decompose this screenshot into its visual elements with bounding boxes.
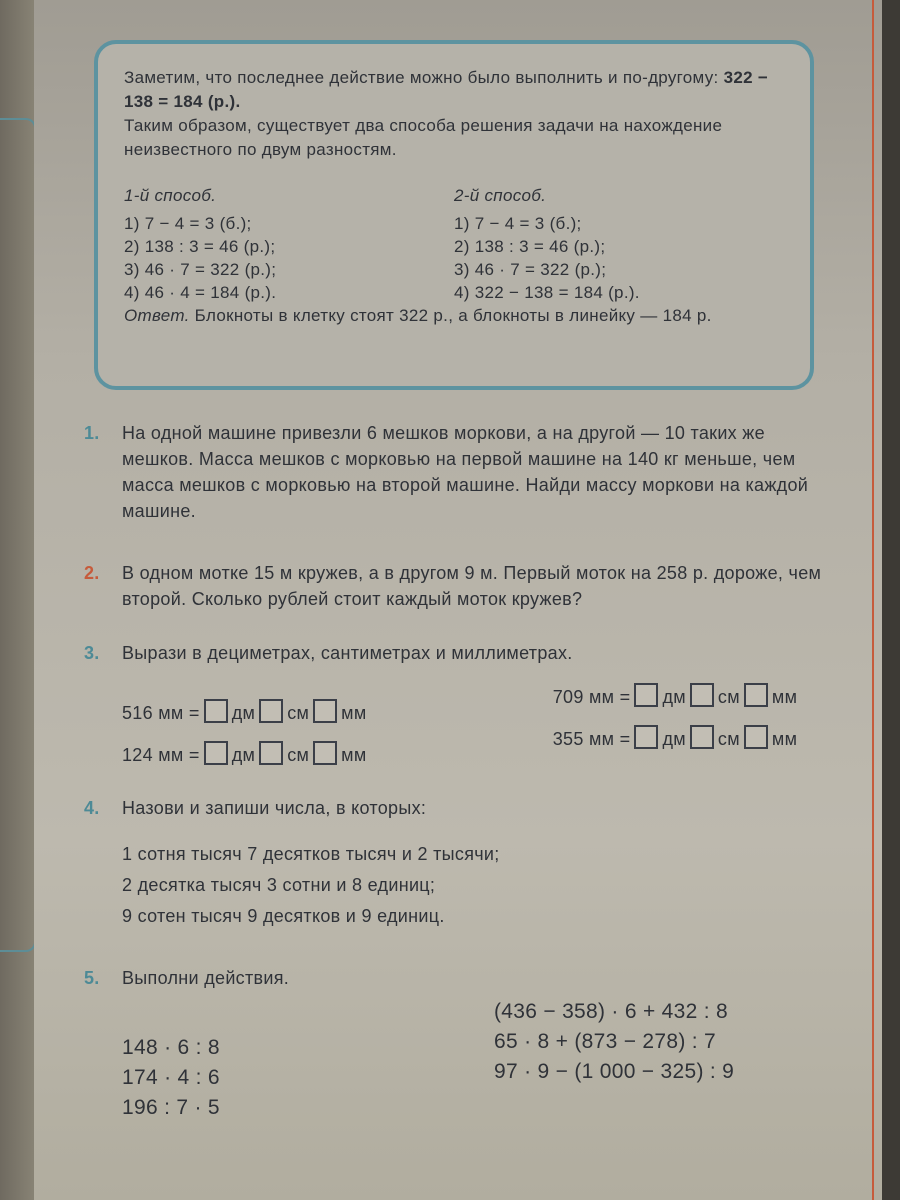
theory-formula: 322 − 138 = 184 (р.). xyxy=(124,68,769,111)
method-2-step: 2) 138 : 3 = 46 (р.); xyxy=(454,237,606,256)
task-text: На одной машине привезли 6 мешков моркови, а на другой — 10 таких же мешков. Масса мешков с морковью на первой машине на 140 кг меньше, чем масса мешков с морковью на второй машине. Найди массу моркови на каждой машине. xyxy=(122,423,809,521)
theory-answer: Ответ. Блокноты в клетку стоят 322 р., а блокноты в линейку — 184 р. xyxy=(124,306,712,325)
answer-box[interactable] xyxy=(313,699,337,723)
task-number: 5. xyxy=(84,968,100,988)
task-text: В одном мотке 15 м кружев, а в другом 9 м. Первый моток на 258 р. дороже, чем второй. Сколько рублей стоит каждый моток кружев? xyxy=(122,563,822,609)
answer-box[interactable] xyxy=(634,683,658,707)
conversion-row: 124 мм = дм см мм xyxy=(122,738,509,772)
margin-rule xyxy=(872,0,874,1200)
conversion-row: 516 мм = дм см мм xyxy=(122,696,509,730)
expressions-right xyxy=(494,997,734,1123)
expression: 97 · 9 − (1 000 − 325) : 9 xyxy=(494,1060,735,1083)
method-2-step: 1) 7 − 4 = 3 (б.); xyxy=(454,214,582,233)
methods xyxy=(124,184,784,304)
method-1-step: 1) 7 − 4 = 3 (б.); xyxy=(124,214,252,233)
task-2 xyxy=(84,560,824,612)
answer-label: Ответ. xyxy=(124,306,190,325)
task-3 xyxy=(84,640,864,772)
task-text: Выполни действия. xyxy=(122,968,290,988)
theory-box xyxy=(94,40,814,390)
answer-box[interactable] xyxy=(634,725,658,749)
task-4 xyxy=(84,795,824,932)
list-item: 2 десятка тысяч 3 сотни и 8 единиц; xyxy=(122,875,436,895)
task-1 xyxy=(84,420,824,524)
method-1-step: 3) 46 · 7 = 322 (р.); xyxy=(124,260,277,279)
method-2-step: 3) 46 · 7 = 322 (р.); xyxy=(454,260,607,279)
right-page-edge xyxy=(882,0,900,1200)
expression: 196 : 7 · 5 xyxy=(122,1096,220,1119)
expression: 148 · 6 : 8 xyxy=(122,1036,220,1059)
task-number: 4. xyxy=(84,798,100,818)
left-page-frame xyxy=(0,118,36,952)
expression: 65 · 8 + (873 − 278) : 7 xyxy=(494,1030,717,1053)
method-2 xyxy=(454,184,784,304)
number-list xyxy=(84,839,824,932)
task-number: 3. xyxy=(84,643,100,663)
answer-box[interactable] xyxy=(204,699,228,723)
expression: 174 · 4 : 6 xyxy=(122,1066,220,1089)
theory-line2: Таким образом, существует два способа решения задачи на нахождение неизвестного по двум разностям. xyxy=(124,116,723,159)
answer-box[interactable] xyxy=(204,741,228,765)
answer-box[interactable] xyxy=(259,699,283,723)
task-5 xyxy=(84,965,864,1123)
answer-box[interactable] xyxy=(690,683,714,707)
answer-box[interactable] xyxy=(313,741,337,765)
answer-box[interactable] xyxy=(259,741,283,765)
expressions-left xyxy=(84,1033,422,1123)
task-number: 1. xyxy=(84,423,100,443)
answer-box[interactable] xyxy=(744,683,768,707)
theory-line1: Заметим, что последнее действие можно было выполнить и по-другому: 322 − 138 = 184 (р.). xyxy=(124,68,769,111)
method-1 xyxy=(124,184,454,304)
conversion-row: 355 мм = дм см мм xyxy=(553,722,864,756)
expression: (436 − 358) · 6 + 432 : 8 xyxy=(494,1000,728,1023)
answer-box[interactable] xyxy=(744,725,768,749)
method-1-step: 2) 138 : 3 = 46 (р.); xyxy=(124,237,276,256)
conversion-left xyxy=(84,680,509,772)
task-number: 2. xyxy=(84,563,100,583)
method-2-step: 4) 322 − 138 = 184 (р.). xyxy=(454,283,640,302)
task-text: Вырази в дециметрах, сантиметрах и миллиметрах. xyxy=(122,643,573,663)
conversion-row: 709 мм = дм см мм xyxy=(553,680,864,714)
list-item: 9 сотен тысяч 9 десятков и 9 единиц. xyxy=(122,906,445,926)
method-1-step: 4) 46 · 4 = 184 (р.). xyxy=(124,283,277,302)
method-2-title: 2-й способ. xyxy=(454,186,547,205)
textbook-page xyxy=(34,0,888,1200)
method-1-title: 1-й способ. xyxy=(124,186,217,205)
answer-box[interactable] xyxy=(690,725,714,749)
list-item: 1 сотня тысяч 7 десятков тысяч и 2 тысячи; xyxy=(122,844,500,864)
conversion-right xyxy=(553,680,864,772)
task-text: Назови и запиши числа, в которых: xyxy=(122,798,427,818)
